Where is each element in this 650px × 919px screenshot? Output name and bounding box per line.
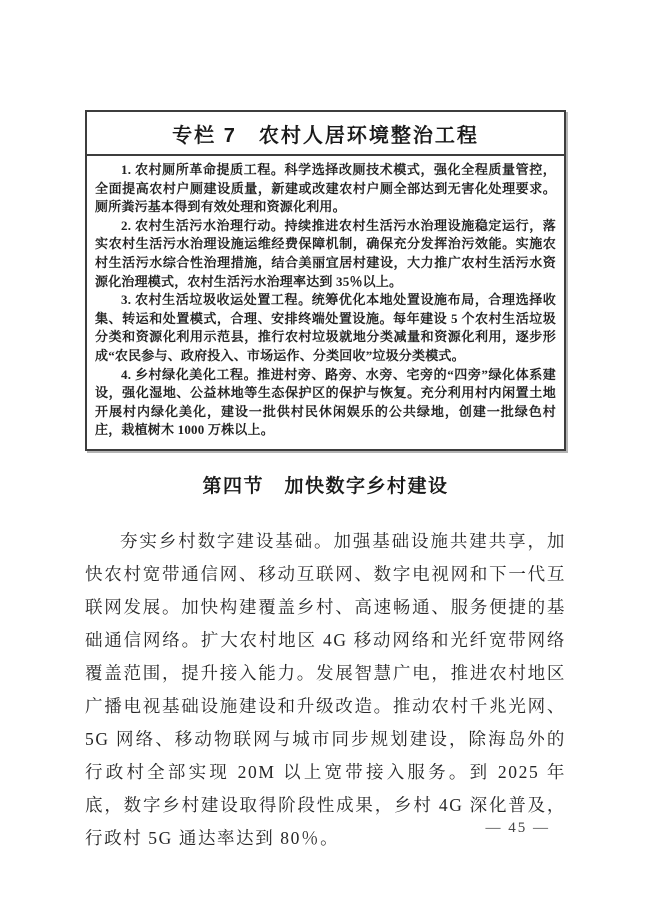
callout-box-title: 专栏 7 农村人居环境整治工程	[87, 112, 564, 156]
box-paragraph-4: 4. 乡村绿化美化工程。推进村旁、路旁、水旁、宅旁的“四旁”绿化体系建设，强化湿地、公益林地等生态保护区的保护与恢复。充分利用村内闲置土地开展村内绿化美化，建设一批供村民休闲娱乐的公共绿地，创建一批绿色村庄，栽植树木 1000 万株以上。	[95, 366, 556, 438]
page-content	[85, 110, 566, 855]
page-number: — 45 —	[485, 820, 550, 836]
section-body-paragraph: 夯实乡村数字建设基础。加强基础设施共建共享，加快农村宽带通信网、移动互联网、数字电视网和下一代互联网发展。加快构建覆盖乡村、高速畅通、服务便捷的基础通信网络。扩大农村地区 4G 移动网络和光纤宽带网络覆盖范围，提升接入能力。发展智慧广电，推进农村地区广播电视基础设施建设和升级改造。推动农村千兆光网、5G 网络、移动物联网与城市同步规划建设，除海岛外的行政村全部实现 20M 以上宽带接入服务。到 2025 年底，数字乡村建设取得阶段性成果，乡村 4G 深化普及，行政村 5G 通达率达到 80％。	[85, 530, 566, 848]
section-heading: 第四节 加快数字乡村建设	[202, 475, 449, 497]
box-paragraph-1: 1. 农村厕所革命提质工程。科学选择改厕技术模式，强化全程质量管控，全面提高农村户厕建设质量，新建或改建农村户厕全部达到无害化处理要求。厕所粪污基本得到有效处理和资源化利用。	[95, 162, 556, 215]
box-paragraph-3: 3. 农村生活垃圾收运处置工程。统筹优化本地处置设施布局，合理选择收集、转运和处置模式，合理、安排终端处置设施。每年建设 5 个农村生活垃圾分类和资源化利用示范县，推行农村垃圾就地分类减量和资源化利用，逐步形成“农民参与、政府投入、市场运作、分类回收”垃圾分类模式。	[95, 292, 556, 363]
callout-box	[85, 110, 566, 451]
callout-box-body	[87, 156, 564, 449]
box-paragraph-2: 2. 农村生活污水治理行动。持续推进农村生活污水治理设施稳定运行，落实农村生活污水治理设施运维经费保障机制，确保充分发挥治污效能。实施农村生活污水综合性治理措施，结合美丽宜居村建设，大力推广农村生活污水资源化治理模式，农村生活污水治理率达到 35％以上。	[95, 217, 556, 289]
